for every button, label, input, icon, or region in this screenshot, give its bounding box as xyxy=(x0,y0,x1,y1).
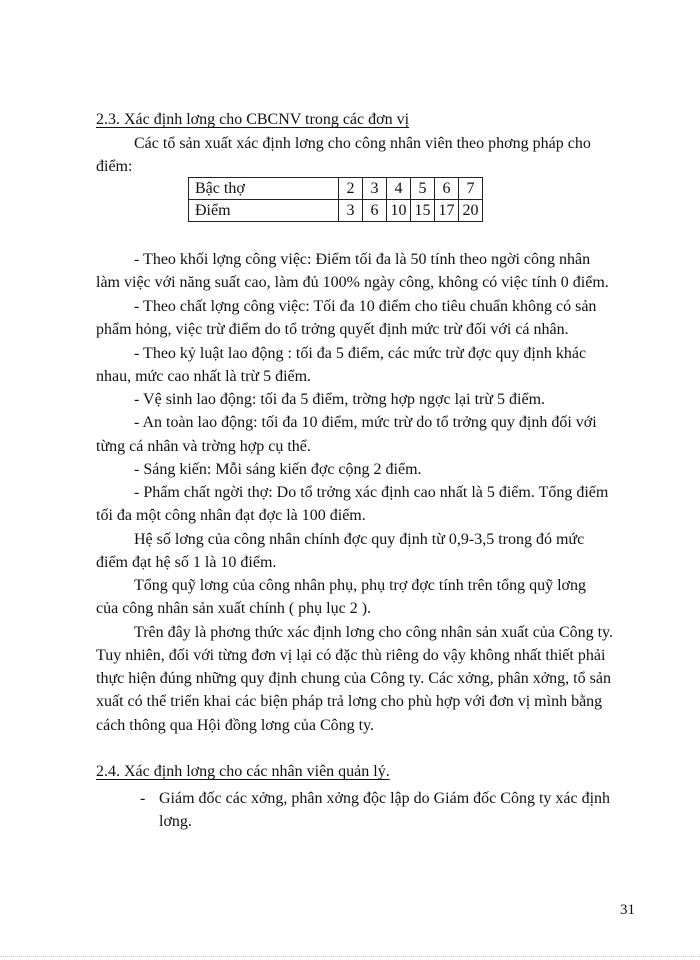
body-line: - Theo kỷ luật lao động : tối đa 5 điểm, các mức trừ đợc quy định khác xyxy=(134,345,587,362)
body-line: - Theo khối lợng công việc: Điểm tối đa là 50 tính theo ngời công nhân xyxy=(134,251,591,268)
body-line: làm việc với năng suất cao, làm đủ 100% ngày công, không có việc tính 0 điểm. xyxy=(96,274,609,291)
body-line: - Theo chất lợng công việc: Tối đa 10 điểm cho tiêu chuẩn không có sản xyxy=(134,298,597,315)
table-cell: 5 xyxy=(411,178,435,200)
table-row xyxy=(189,200,483,222)
table-cell: 6 xyxy=(435,178,459,200)
section-heading-2-4: 2.4. Xác định lơng cho các nhân viên quản lý. xyxy=(96,763,390,780)
table-cell: 7 xyxy=(459,178,483,200)
body-line: - Phẩm chất ngời thợ: Do tổ trởng xác định cao nhất là 5 điểm. Tổng điểm xyxy=(134,484,609,501)
score-table xyxy=(188,177,483,222)
table-cell: 3 xyxy=(339,200,363,222)
table-cell: 10 xyxy=(387,200,411,222)
body-line: nhau, mức cao nhất là trừ 5 điểm. xyxy=(96,368,312,385)
table-cell: 2 xyxy=(339,178,363,200)
table-cell: Điểm xyxy=(189,200,339,222)
table-row xyxy=(189,178,483,200)
bullet-dash: - xyxy=(140,790,146,807)
bullet-line: lơng. xyxy=(159,813,192,830)
table-cell: 17 xyxy=(435,200,459,222)
body-line: - Vệ sinh lao động: tối đa 5 điểm, trờng hợp ngợc lại trừ 5 điểm. xyxy=(134,391,546,408)
body-line: cách thông qua Hội đồng lơng của Công ty. xyxy=(96,717,375,734)
section-heading-2-3: 2.3. Xác định lơng cho CBCNV trong các đơn vị xyxy=(96,111,410,128)
table-cell: 6 xyxy=(363,200,387,222)
body-line: Trên đây là phơng thức xác định lơng cho công nhân sản xuất của Công ty. xyxy=(134,624,613,641)
body-line: Tuy nhiên, đối với từng đơn vị lại có đặc thù riêng do vậy không nhất thiết phải xyxy=(96,647,606,664)
table-cell: 4 xyxy=(387,178,411,200)
body-line: Hệ số lơng của công nhân chính đợc quy định từ 0,9-3,5 trong đó mức xyxy=(134,531,585,548)
body-line: phẩm hỏng, việc trừ điểm do tổ trởng quyết định mức trừ đối với cá nhân. xyxy=(96,321,569,338)
body-line: - Sáng kiến: Mỗi sáng kiến đợc cộng 2 điểm. xyxy=(134,461,422,478)
body-line: - An toàn lao động: tối đa 10 điểm, mức trừ do tổ trởng quy định đối với xyxy=(134,414,597,431)
table-cell: 20 xyxy=(459,200,483,222)
body-line: xuất có thể triển khai các biện pháp trả lơng cho phù hợp với đơn vị mình bằng xyxy=(96,693,603,710)
page-edge-divider xyxy=(0,956,700,957)
body-line: từng cá nhân và trờng hợp cụ thể. xyxy=(96,438,311,455)
table-cell: 3 xyxy=(363,178,387,200)
bullet-line: Giám đốc các xởng, phân xởng độc lập do Giám đốc Công ty xác định xyxy=(159,790,611,807)
intro-line: Các tổ sản xuất xác định lơng cho công nhân viên theo phơng pháp cho xyxy=(134,135,591,152)
table-cell: Bậc thợ xyxy=(189,178,339,200)
body-line: thực hiện đúng những quy định chung của Công ty. Các xởng, phân xởng, tổ sản xyxy=(96,670,611,687)
body-line: điểm đạt hệ số 1 là 10 điểm. xyxy=(96,554,277,571)
page-number: 31 xyxy=(620,902,635,918)
table-cell: 15 xyxy=(411,200,435,222)
body-line: của công nhân sản xuất chính ( phụ lục 2 ). xyxy=(96,600,372,617)
intro-line: điểm: xyxy=(96,158,133,175)
body-line: tối đa một công nhân đạt đợc là 100 điểm. xyxy=(96,507,366,524)
body-line: Tổng quỹ lơng của công nhân phụ, phụ trợ đợc tính trên tổng quỹ lơng xyxy=(134,577,586,594)
